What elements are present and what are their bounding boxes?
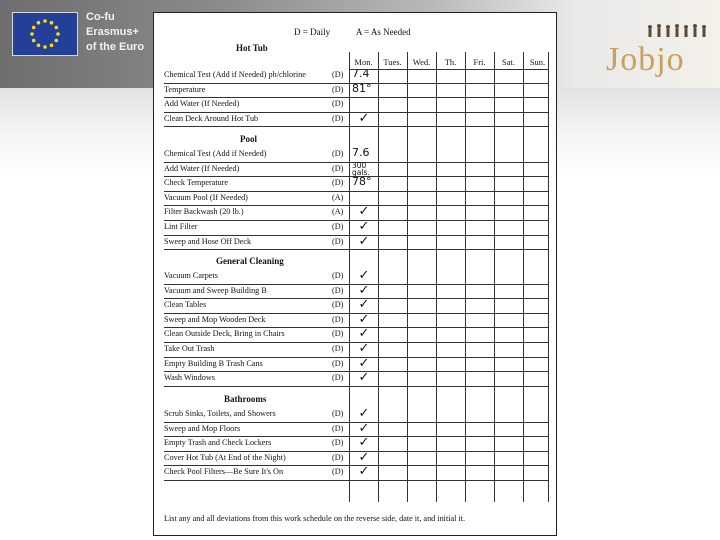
frequency-code: (D) [332,438,344,448]
column-divider [548,52,549,502]
task-label: Scrub Sinks, Toilets, and Showers [164,409,276,418]
frequency-code: (A) [332,192,344,202]
row-divider [164,480,548,481]
day-header-tues: Tues. [383,57,402,67]
monday-checkmark-icon: ✓ [358,233,370,249]
eu-text-line: Erasmus+ [86,26,139,38]
task-label: Empty Building B Trash Cans [164,358,263,368]
monday-checkmark-icon: ✓ [358,204,370,220]
monday-checkmark-icon: ✓ [358,435,370,451]
frequency-code: (D) [332,300,344,310]
frequency-code: (D) [332,163,344,173]
footer-note: List any and all deviations from this work schedule on the reverse side, date it, and initial it. [164,514,466,523]
frequency-code: (D) [332,222,344,231]
frequency-code: (D) [332,236,344,246]
frequency-code: (D) [332,149,344,158]
legend-daily: D = Daily [294,27,331,37]
day-header-fri: Fri. [473,57,486,67]
task-label: Chemical Test (Add if Needed) [164,149,267,158]
task-label: Temperature [164,84,206,94]
monday-checkmark-icon: ✓ [358,341,370,356]
monday-checkmark-icon: ✓ [358,282,370,298]
task-label: Sweep and Hose Off Deck [164,236,252,246]
task-label: Check Temperature [164,178,229,188]
task-label: Check Pool Filters—Be Sure It's On [164,467,284,477]
monday-handwritten-entry: 81° [352,81,372,95]
column-divider [378,52,379,502]
monday-checkmark-icon: ✓ [358,449,370,465]
task-label: Vacuum Carpets [164,271,218,280]
people-figures-icon [646,22,712,40]
monday-checkmark-icon: ✓ [358,355,370,371]
task-label: Lint Filter [164,222,198,231]
row-divider [164,126,548,127]
eu-text-line: of the Euro [86,41,145,53]
task-label: Filter Backwash (20 lb.) [164,207,244,217]
task-label: Sweep and Mop Wooden Deck [164,314,266,324]
frequency-code: (D) [332,358,344,368]
frequency-code: (D) [332,271,344,280]
section-title: General Cleaning [216,256,284,266]
section-title: Pool [240,134,257,144]
frequency-code: (D) [332,344,344,353]
task-label: Empty Trash and Check Lockers [164,438,272,448]
task-label: Take Out Trash [164,344,215,353]
frequency-code: (D) [332,113,344,123]
column-divider [465,52,466,502]
column-divider [349,52,350,502]
legend-as-needed: A = As Needed [355,27,411,37]
monday-handwritten-entry: 7.6 [352,146,370,159]
frequency-code: (D) [332,452,344,462]
monday-handwritten-entry: 78° [352,175,372,189]
monday-handwritten-entry: 7.4 [352,67,370,80]
frequency-code: (D) [332,84,344,94]
column-divider [494,52,495,502]
row-divider [164,386,548,387]
frequency-code: (D) [332,423,344,433]
task-label: Clean Outside Deck, Bring in Chairs [164,329,285,339]
eu-text-line: Co-fu [86,11,115,23]
frequency-code: (A) [332,207,344,217]
jobjo-logo [606,22,714,82]
task-label: Vacuum and Sweep Building B [164,285,267,295]
monday-checkmark-icon: ✓ [358,219,370,234]
monday-checkmark-icon: ✓ [358,464,370,480]
monday-checkmark-icon: ✓ [358,268,370,283]
frequency-code: (D) [332,178,344,188]
frequency-code: (D) [332,314,344,324]
monday-checkmark-icon: ✓ [358,420,370,436]
monday-checkmark-icon: ✓ [358,311,370,327]
column-divider [523,52,524,502]
task-label: Cover Hot Tub (At End of the Night) [164,452,286,462]
task-label: Sweep and Mop Floors [164,423,241,433]
frequency-code: (D) [332,467,344,477]
frequency-code: (D) [332,373,344,383]
monday-handwritten-entry: 300 gals. [352,160,370,177]
section-title: Hot Tub [236,43,268,53]
monday-checkmark-icon: ✓ [358,110,370,126]
day-header-wed: Wed. [412,57,431,67]
task-label: Add Water (If Needed) [164,99,240,109]
task-label: Chemical Test (Add if Needed) ph/chlorine [164,70,306,79]
column-divider [407,52,408,502]
day-header-mon: Mon. [354,57,373,67]
frequency-code: (D) [332,70,344,79]
frequency-code: (D) [332,329,344,339]
task-label: Add Water (If Needed) [164,163,240,173]
day-header-th: Th. [444,57,457,67]
task-label: Wash Windows [164,373,215,383]
day-header-sat: Sat. [502,57,515,67]
frequency-code: (D) [332,99,344,109]
monday-checkmark-icon: ✓ [358,297,370,313]
monday-checkmark-icon: ✓ [358,370,370,386]
work-schedule-sheet [153,12,557,536]
eu-funding-text [86,10,156,58]
legend [294,27,435,37]
row-divider [164,249,548,250]
eu-flag-icon [12,12,78,56]
logo-wordmark: Jobjo [606,41,685,78]
task-label: Clean Tables [164,300,207,310]
task-label: Clean Deck Around Hot Tub [164,113,259,123]
frequency-code: (D) [332,285,344,295]
frequency-code: (D) [332,409,344,418]
task-label: Vacuum Pool (If Needed) [164,192,248,202]
section-title: Bathrooms [224,394,267,404]
monday-checkmark-icon: ✓ [358,326,370,342]
column-divider [436,52,437,502]
day-header-sun: Sun. [529,57,546,67]
monday-checkmark-icon: ✓ [358,406,370,421]
